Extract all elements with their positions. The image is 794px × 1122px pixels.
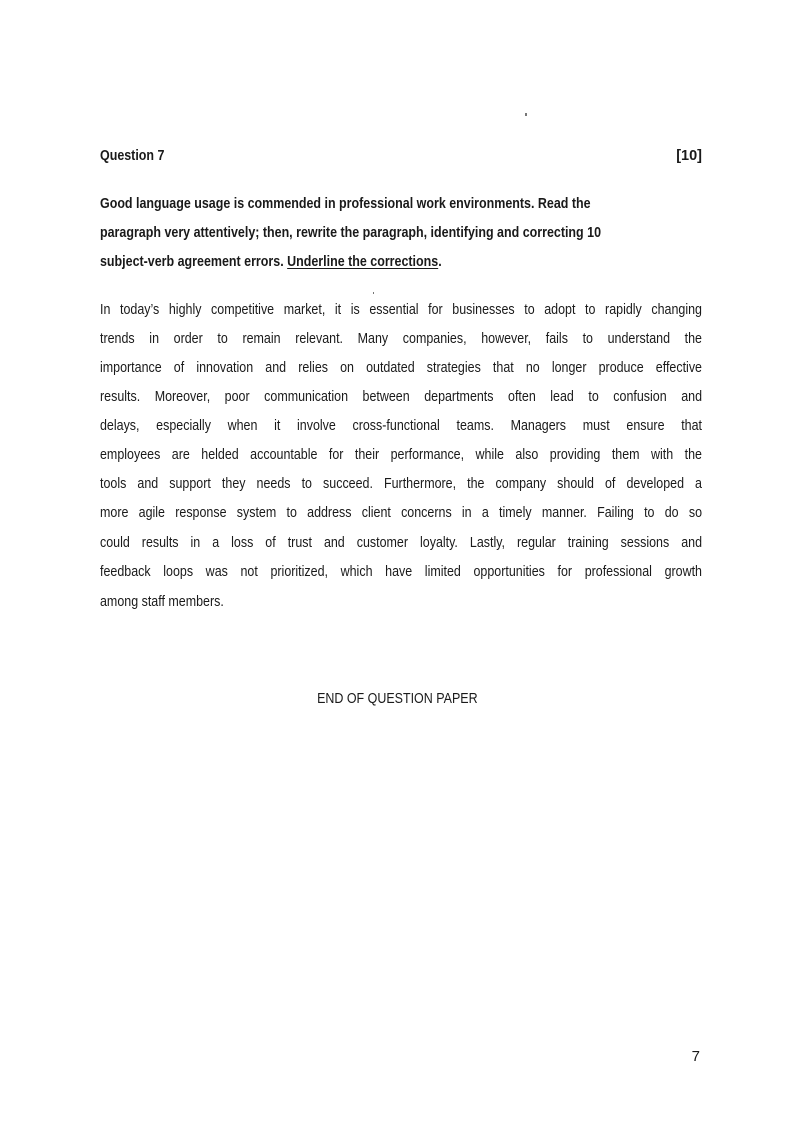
instruction-line-1: Good language usage is commended in professional work environments. Read the: [100, 196, 591, 212]
scan-speck: [373, 292, 374, 294]
scan-speck: [525, 113, 527, 116]
paragraph-line: among staff members.: [100, 594, 224, 610]
instruction-line-3: [100, 254, 702, 270]
paragraph-line: In today’s highly competitive market, it is essential for businesses to adopt to rapidly changing: [100, 302, 702, 318]
paragraph-line: results. Moreover, poor communication between departments often lead to confusion and: [100, 389, 702, 405]
instruction-period: .: [438, 254, 442, 270]
instruction-line-2: paragraph very attentively; then, rewrite the paragraph, identifying and correcting 10: [100, 225, 602, 241]
paragraph-line: trends in order to remain relevant. Many companies, however, fails to understand the: [100, 331, 702, 347]
underlined-instruction: Underline the corrections: [287, 254, 439, 270]
paragraph-line: could results in a loss of trust and customer loyalty. Lastly, regular training sessions and: [100, 535, 702, 551]
paragraph-line: feedback loops was not prioritized, which have limited opportunities for professional growth: [100, 564, 702, 580]
paragraph-line: tools and support they needs to succeed. Furthermore, the company should of developed a: [100, 476, 702, 492]
paragraph-line: more agile response system to address client concerns in a timely manner. Failing to do so: [100, 505, 702, 521]
question-marks: [10]: [676, 148, 702, 164]
instruction-text: subject-verb agreement errors.: [100, 254, 288, 270]
page-number: 7: [691, 1048, 700, 1065]
paragraph-line: delays, especially when it involve cross-functional teams. Managers must ensure that: [100, 418, 702, 434]
end-of-paper: [0, 691, 794, 707]
question-title: Question 7: [100, 148, 165, 164]
paragraph-line: importance of innovation and relies on outdated strategies that no longer produce effective: [100, 360, 702, 376]
paragraph-line: employees are helded accountable for their performance, while also providing them with the: [100, 447, 702, 463]
end-of-paper-text: END OF QUESTION PAPER: [316, 691, 478, 707]
